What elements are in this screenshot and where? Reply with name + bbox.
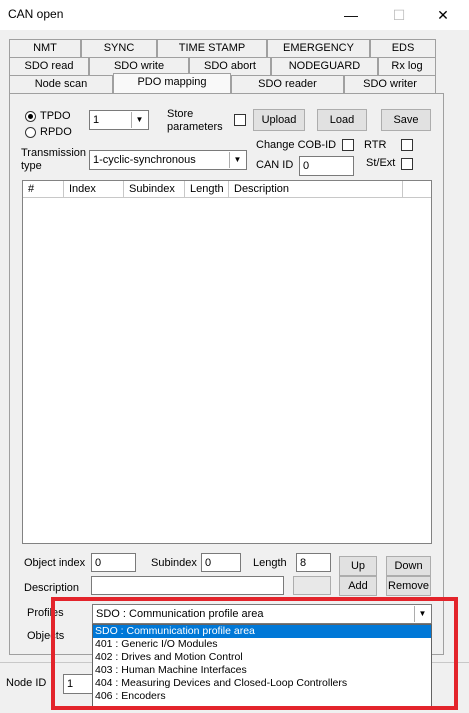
profile-option-402[interactable]: 402 : Drives and Motion Control [95, 651, 243, 663]
tab-eds[interactable]: EDS [370, 39, 436, 57]
pdo-number-select[interactable] [89, 110, 149, 130]
pdo-number-value: 1 [93, 114, 100, 126]
objects-label: Objects [27, 630, 65, 642]
rtr-checkbox[interactable] [401, 139, 413, 151]
length-label: Length [253, 557, 287, 569]
profile-option-sdo[interactable]: SDO : Communication profile area [93, 625, 431, 638]
load-button[interactable]: Load [317, 109, 367, 131]
down-button[interactable]: Down [386, 556, 431, 576]
description-input[interactable] [91, 576, 284, 595]
length-input[interactable]: 8 [296, 553, 331, 572]
chevron-down-icon[interactable]: ▼ [229, 152, 245, 168]
stext-checkbox[interactable] [401, 158, 413, 170]
tab-sdo-abort[interactable]: SDO abort [189, 57, 271, 75]
column-header-number[interactable]: # [23, 181, 64, 197]
rpdo-label: RPDO [40, 126, 72, 138]
tab-node-scan[interactable]: Node scan [9, 75, 113, 93]
close-button[interactable]: ✕ [437, 7, 449, 23]
profile-option-406[interactable]: 406 : Encoders [95, 690, 166, 702]
canid-label: CAN ID [256, 159, 294, 171]
tab-rx-log[interactable]: Rx log [378, 57, 436, 75]
profiles-label: Profiles [27, 607, 64, 619]
change-cobid-checkbox[interactable] [342, 139, 354, 151]
column-header-subindex[interactable]: Subindex [124, 181, 185, 197]
column-header-description[interactable]: Description [229, 181, 403, 197]
remove-button[interactable]: Remove [386, 576, 431, 596]
column-header-index[interactable]: Index [64, 181, 124, 197]
window-title: CAN open [8, 7, 64, 21]
upload-button[interactable]: Upload [253, 109, 305, 131]
subindex-label: Subindex [151, 557, 197, 569]
transmission-type-select[interactable] [89, 150, 247, 170]
store-parameters-label: Store parameters [167, 108, 223, 133]
stext-label: St/Ext [366, 157, 396, 169]
tab-pdo-mapping[interactable]: PDO mapping [113, 73, 231, 93]
maximize-button[interactable]: ☐ [392, 7, 406, 23]
tab-nodeguard[interactable]: NODEGUARD [271, 57, 378, 75]
tab-sdo-writer[interactable]: SDO writer [344, 75, 436, 93]
node-id-input[interactable]: 1 [63, 674, 103, 694]
object-index-input[interactable]: 0 [91, 553, 136, 572]
object-index-label: Object index [24, 557, 86, 569]
subindex-input[interactable]: 0 [201, 553, 241, 572]
tpdo-label: TPDO [40, 110, 71, 122]
chevron-down-icon[interactable]: ▼ [414, 606, 430, 622]
store-parameters-checkbox[interactable] [234, 114, 246, 126]
save-button[interactable]: Save [381, 109, 431, 131]
tpdo-radio[interactable] [25, 111, 36, 122]
profiles-selected-value: SDO : Communication profile area [96, 608, 264, 620]
profile-option-401[interactable]: 401 : Generic I/O Modules [95, 638, 218, 650]
transmission-type-label: Transmission type [21, 147, 86, 172]
change-cobid-label: Change COB-ID [256, 139, 337, 151]
tab-sync[interactable]: SYNC [81, 39, 157, 57]
profile-option-403[interactable]: 403 : Human Machine Interfaces [95, 664, 247, 676]
tab-time-stamp[interactable]: TIME STAMP [157, 39, 267, 57]
add-button[interactable]: Add [339, 576, 377, 596]
mapping-table[interactable] [22, 180, 432, 544]
description-extra-field [293, 576, 331, 595]
chevron-down-icon[interactable]: ▼ [131, 112, 147, 128]
highlight-box [51, 597, 458, 710]
rtr-label: RTR [364, 139, 387, 151]
rpdo-radio[interactable] [25, 127, 36, 138]
description-label: Description [24, 582, 80, 594]
tab-sdo-read[interactable]: SDO read [9, 57, 89, 75]
tab-emergency[interactable]: EMERGENCY [267, 39, 370, 57]
tab-sdo-write[interactable]: SDO write [89, 57, 189, 75]
minimize-button[interactable]: — [344, 7, 358, 23]
up-button[interactable]: Up [339, 556, 377, 576]
profile-option-404[interactable]: 404 : Measuring Devices and Closed-Loop Controllers [95, 677, 348, 689]
tab-nmt[interactable]: NMT [9, 39, 81, 57]
canid-input[interactable]: 0 [299, 156, 354, 176]
transmission-type-value: 1-cyclic-synchronous [93, 154, 196, 166]
tab-sdo-reader[interactable]: SDO reader [231, 75, 344, 93]
node-id-label: Node ID [6, 677, 47, 689]
column-header-length[interactable]: Length [185, 181, 229, 197]
